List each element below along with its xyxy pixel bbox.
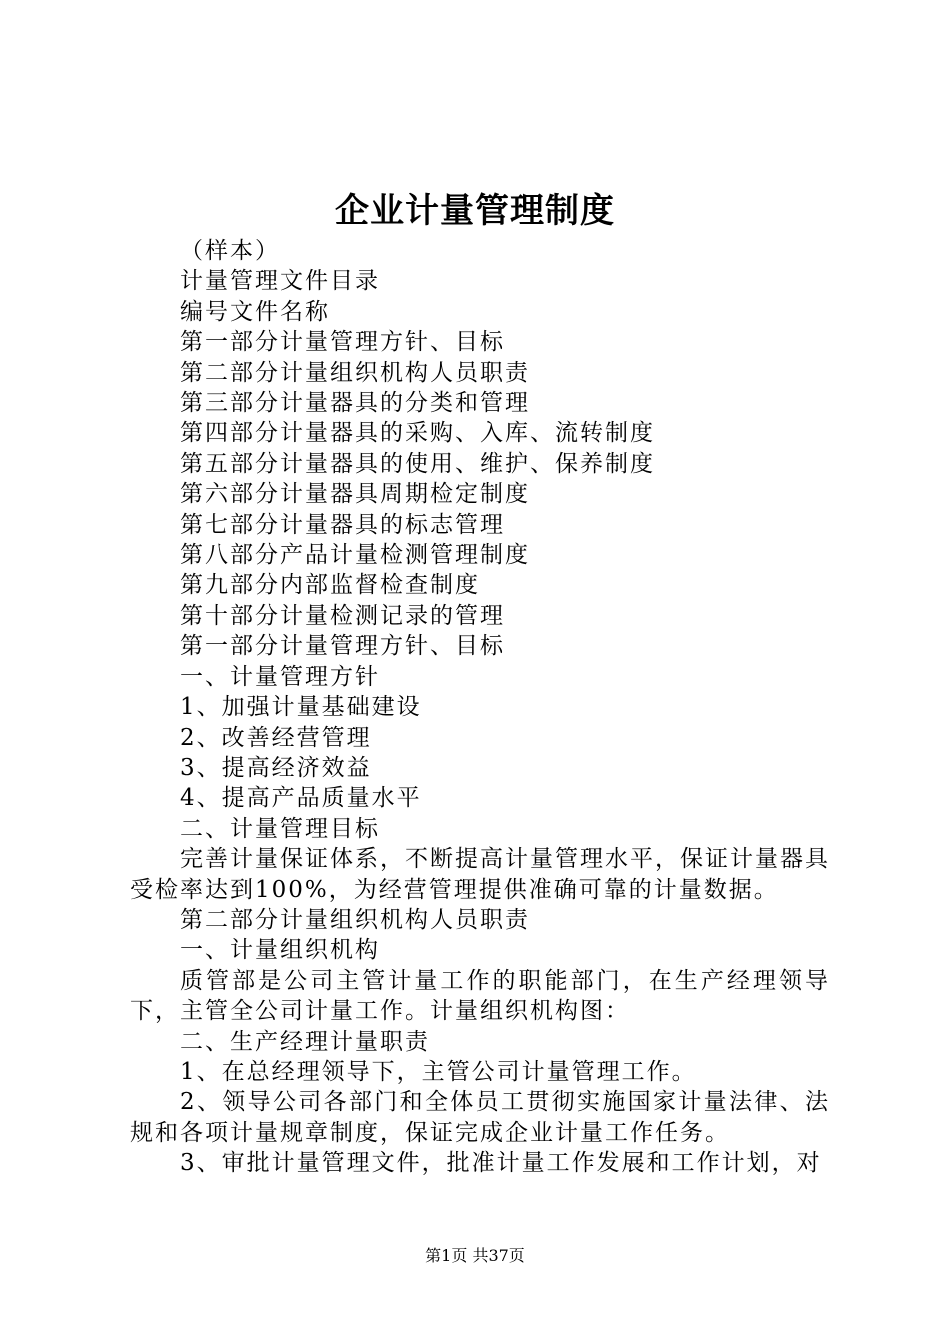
toc-item: 第九部分内部监督检查制度 (180, 572, 480, 599)
toc-item: 第一部分计量管理方针、目标 (180, 329, 505, 356)
list-item: 3、审批计量管理文件，批准计量工作发展和工作计划，对 (180, 1150, 822, 1177)
toc-item: 第五部分计量器具的使用、维护、保养制度 (180, 450, 655, 477)
subsection-heading: 一、计量管理方针 (180, 663, 380, 690)
paragraph: （样本） (180, 238, 280, 264)
list-item: 4、提高产品质量水平 (180, 785, 422, 812)
list-item: 3、提高经济效益 (180, 754, 372, 781)
toc-item: 第十部分计量检测记录的管理 (180, 602, 505, 629)
paragraph: 计量管理文件目录 (180, 268, 380, 295)
document-title: 企业计量管理制度 (335, 191, 615, 231)
subsection-heading: 一、计量组织机构 (180, 937, 380, 964)
toc-item: 第四部分计量器具的采购、入库、流转制度 (180, 420, 655, 447)
list-item: 1、加强计量基础建设 (180, 694, 422, 721)
document-body (130, 236, 830, 1179)
list-item: 1、在总经理领导下，主管公司计量管理工作。 (180, 1058, 697, 1085)
section-heading: 第二部分计量组织机构人员职责 (180, 906, 530, 933)
list-item: 2、改善经营管理 (180, 724, 372, 751)
list-item: 2、领导公司各部门和全体员工贯彻实施国家计量法律、法规和各项计量规章制度，保证完成企业计量工作任务。 (130, 1089, 830, 1146)
toc-item: 第三部分计量器具的分类和管理 (180, 390, 530, 417)
section-heading: 第一部分计量管理方针、目标 (180, 633, 505, 660)
subsection-heading: 二、生产经理计量职责 (180, 1028, 430, 1055)
subsection-heading: 二、计量管理目标 (180, 815, 380, 842)
paragraph: 质管部是公司主管计量工作的职能部门，在生产经理领导下，主管全公司计量工作。计量组织机构图： (130, 967, 830, 1025)
toc-item: 第七部分计量器具的标志管理 (180, 511, 505, 538)
paragraph: 完善计量保证体系，不断提高计量管理水平，保证计量器具受检率达到100%，为经营管理提供准确可靠的计量数据。 (130, 846, 830, 903)
toc-item: 第二部分计量组织机构人员职责 (180, 359, 530, 386)
toc-item: 第六部分计量器具周期检定制度 (180, 481, 530, 508)
paragraph: 编号文件名称 (180, 298, 330, 325)
toc-item: 第八部分产品计量检测管理制度 (180, 542, 530, 569)
page-footer: 第1页 共37页 (425, 1246, 525, 1265)
